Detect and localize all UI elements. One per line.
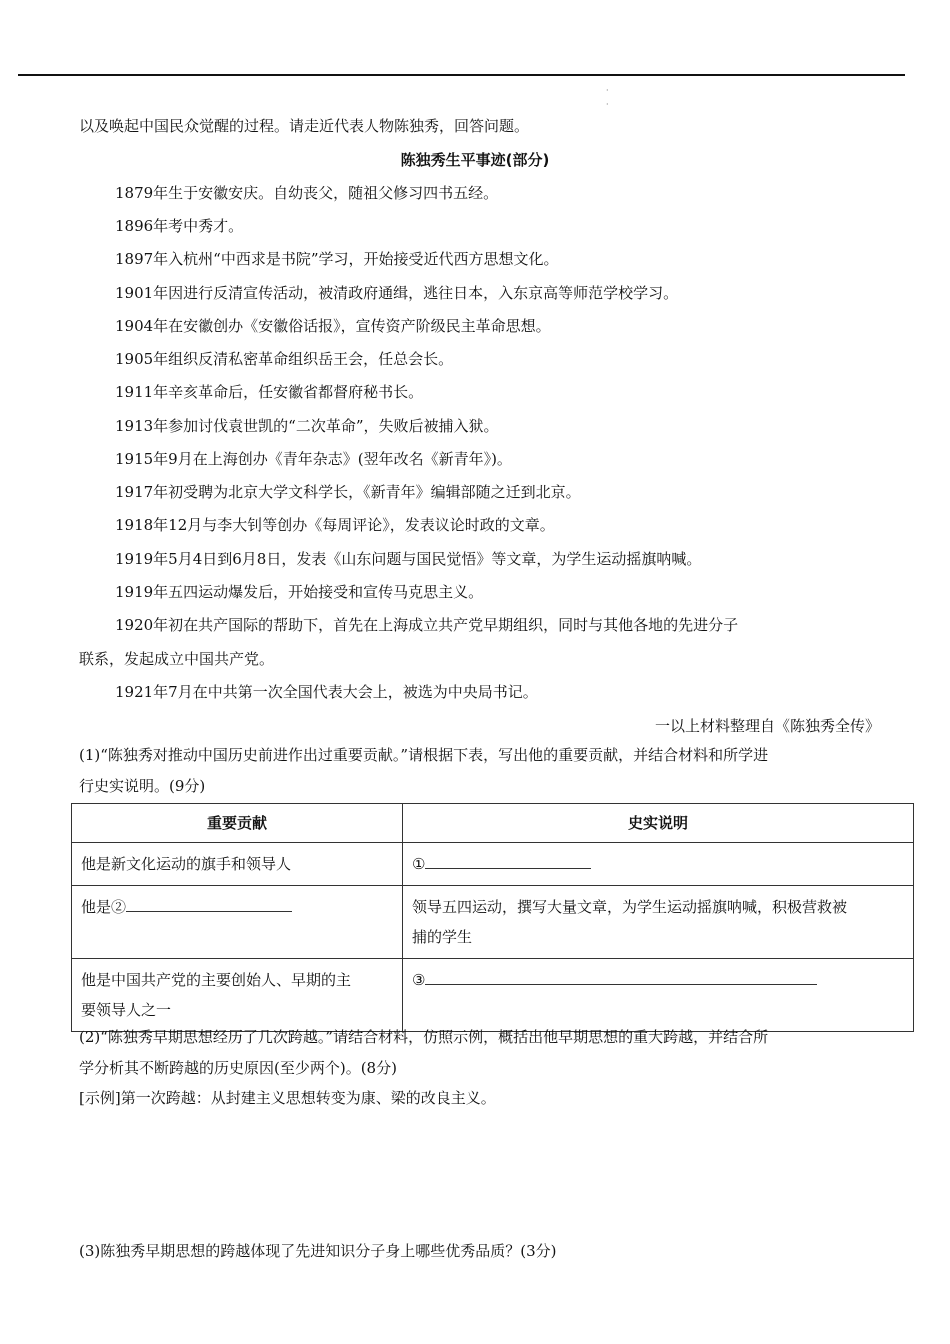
section-title: 陈独秀生平事迹(部分) <box>400 151 550 169</box>
contribution-table <box>71 803 914 1032</box>
question-3-text: (3)陈独秀早期思想的跨越体现了先进知识分子身上哪些优秀品质？(3分) <box>79 1242 557 1260</box>
event-line: 1920年初在共产国际的帮助下，首先在上海成立共产党早期组织，同时与其他各地的先进分子 <box>115 616 739 634</box>
row3-contribution <box>72 959 403 1032</box>
event-line: 1921年7月在中共第一次全国代表大会上，被选为中央局书记。 <box>115 683 538 701</box>
event-line: 1904年在安徽创办《安徽俗话报》，宣传资产阶级民主革命思想。 <box>115 317 551 335</box>
header-contribution: 重要贡献 <box>72 804 403 843</box>
event-line: 1918年12月与李大钊等创办《每周评论》，发表议论时政的文章。 <box>115 516 555 534</box>
event-line: 1905年组织反清私密革命组织岳王会，任总会长。 <box>115 350 454 368</box>
event-line: 1901年因进行反清宣传活动，被清政府通缉，逃往日本，入东京高等师范学校学习。 <box>115 284 679 302</box>
speck-mark: · <box>606 100 609 109</box>
event-line: 1897年入杭州“中西求是书院”学习，开始接受近代西方思想文化。 <box>115 250 559 268</box>
question-2-text-cont: 学分析其不断跨越的历史原因(至少两个)。(8分) <box>79 1059 397 1077</box>
header-rule <box>18 74 905 76</box>
row3-contribution-line: 要领导人之一 <box>81 1001 172 1019</box>
event-line: 1896年考中秀才。 <box>115 217 244 235</box>
row2-explanation <box>403 886 914 959</box>
table-row <box>72 843 914 886</box>
answer-blank-3[interactable] <box>425 967 817 985</box>
question-1-text: (1)“陈独秀对推动中国历史前进作出过重要贡献。”请根据下表，写出他的重要贡献，并结合材料和所学进 <box>79 746 769 764</box>
intro-text: 以及唤起中国民众觉醒的过程。请走近代表人物陈独秀，回答问题。 <box>79 117 530 135</box>
event-line: 1911年辛亥革命后，任安徽省都督府秘书长。 <box>115 383 424 401</box>
answer-blank-1[interactable] <box>425 851 591 869</box>
table-row <box>72 959 914 1032</box>
table-row <box>72 886 914 959</box>
row3-contribution-line: 他是中国共产党的主要创始人、早期的主 <box>81 971 352 989</box>
row2-prefix: 他是② <box>81 898 127 916</box>
blank-marker-1: ① <box>412 855 426 873</box>
row1-contribution: 他是新文化运动的旗手和领导人 <box>72 843 403 886</box>
example-text: [示例]第一次跨越：从封建主义思想转变为康、梁的改良主义。 <box>79 1089 496 1107</box>
row2-explanation-line: 领导五四运动，撰写大量文章，为学生运动摇旗呐喊，积极营救被 <box>412 898 848 916</box>
header-explanation: 史实说明 <box>403 804 914 843</box>
event-line: 1913年参加讨伐袁世凯的“二次革命”，失败后被捕入狱。 <box>115 417 499 435</box>
source-citation: 一以上材料整理自《陈独秀全传》 <box>654 717 880 735</box>
blank-marker-3: ③ <box>412 971 426 989</box>
row2-explanation-line: 捕的学生 <box>412 928 473 946</box>
row1-explanation <box>403 843 914 886</box>
event-line-continued: 联系，发起成立中国共产党。 <box>79 650 275 668</box>
question-1-text-cont: 行史实说明。(9分) <box>79 777 206 795</box>
speck-mark: · <box>606 86 609 95</box>
event-line: 1919年五四运动爆发后，开始接受和宣传马克思主义。 <box>115 583 484 601</box>
row2-contribution <box>72 886 403 959</box>
event-line: 1915年9月在上海创办《青年杂志》(翌年改名《新青年》)。 <box>115 450 512 468</box>
event-line: 1917年初受聘为北京大学文科学长，《新青年》编辑部随之迁到北京。 <box>115 483 581 501</box>
row3-explanation <box>403 959 914 1032</box>
question-2-text: (2)“陈独秀早期思想经历了几次跨越。”请结合材料，仿照示例，概括出他早期思想的重大跨越，并结合所 <box>79 1028 769 1046</box>
event-line: 1919年5月4日到6月8日，发表《山东问题与国民觉悟》等文章，为学生运动摇旗呐喊。 <box>115 550 702 568</box>
answer-blank-2[interactable] <box>126 894 292 912</box>
event-line: 1879年生于安徽安庆。自幼丧父，随祖父修习四书五经。 <box>115 184 499 202</box>
